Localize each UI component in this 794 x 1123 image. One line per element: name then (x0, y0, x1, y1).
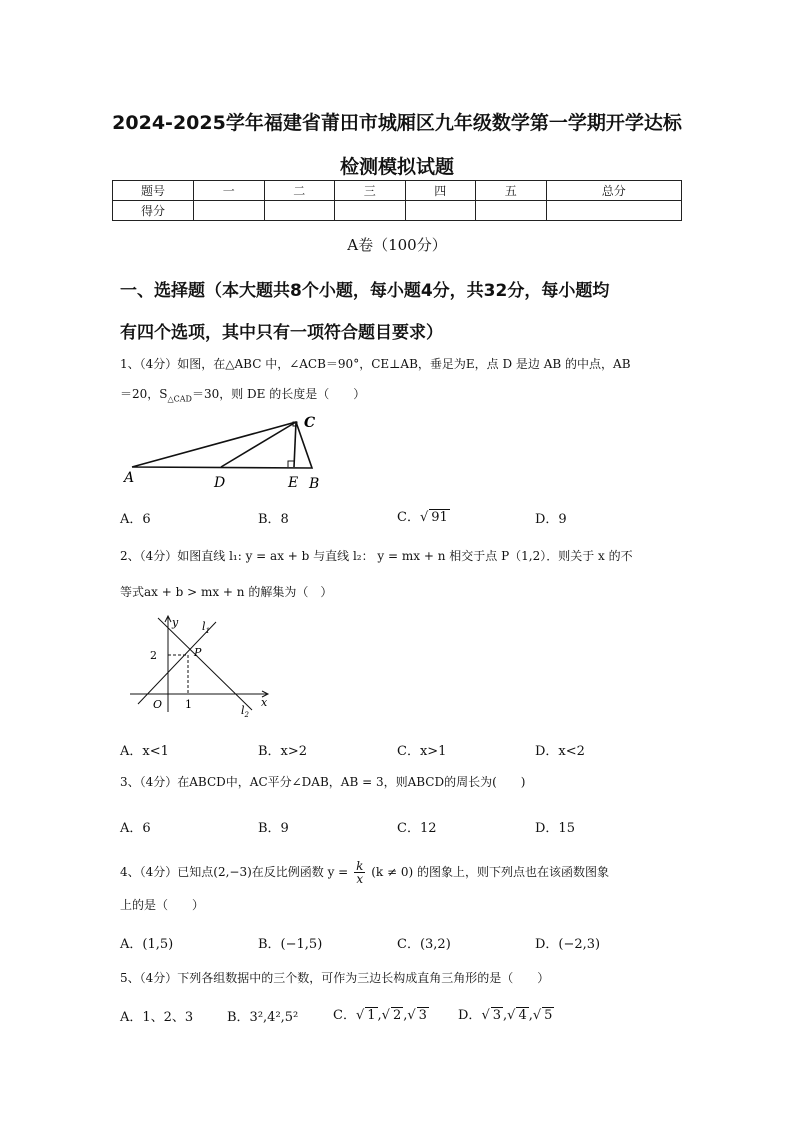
exam-title-line2: 检测模拟试题 (339, 156, 454, 178)
q5-stem: 5、（4分）下列各组数据中的三个数，可作为三边长构成直角三角形的是（ ） (120, 971, 550, 985)
sqrt-sign: √ (419, 510, 429, 525)
q5-option-d-label: D． (458, 1008, 482, 1023)
q1-option-c[interactable] (397, 506, 450, 525)
fraction-numerator: k (356, 859, 364, 873)
q4-text: (k ≠ 0) 的图象上，则下列点也在该函数图象 (371, 865, 609, 879)
score-cell: 总分 (546, 181, 682, 201)
score-table-header-row (113, 181, 682, 201)
q1-option-d[interactable]: D．9 (535, 512, 567, 527)
q4-option-b[interactable]: B．(−1,5) (258, 937, 323, 952)
sqrt-radicand: 91 (431, 510, 448, 525)
sqrt-radicand: 3 (492, 1008, 502, 1023)
score-cell: 五 (476, 181, 547, 201)
q4-stem-line2: 上的是（ ） (120, 898, 205, 912)
q3-option-a[interactable]: A．6 (120, 821, 151, 836)
label-l2: $l_2$ (241, 704, 249, 719)
label-c: C (304, 415, 316, 431)
label-b: B (309, 476, 320, 492)
segment-cd (221, 422, 296, 467)
label-y: y (172, 616, 179, 629)
q4-option-d[interactable]: D．(−2,3) (535, 937, 601, 952)
q3-option-c[interactable]: C．12 (397, 821, 437, 836)
q5-option-c[interactable]: C．√ 1 ,√ 2 ,√ 3 (333, 1008, 427, 1023)
score-cell: 一 (194, 181, 265, 201)
q2-stem-line2: 等式ax + b > mx + n 的解集为（ ） (120, 585, 333, 599)
label-origin: O (153, 698, 163, 711)
q1-triangle-figure (118, 410, 338, 495)
q4-option-c[interactable]: C．(3,2) (397, 937, 451, 952)
fraction-denominator: x (356, 872, 364, 886)
q3-option-d[interactable]: D．15 (535, 821, 575, 836)
q1-stem-line2 (120, 386, 680, 407)
score-cell: 四 (405, 181, 476, 201)
label-two: 2 (150, 649, 157, 662)
label-x: x (261, 696, 268, 709)
q2-option-d[interactable]: D．x<2 (535, 744, 585, 759)
q1-option-b[interactable]: B．8 (258, 512, 289, 527)
score-cell: 题号 (113, 181, 194, 201)
q5-option-d[interactable]: D．√ 3 ,√ 4 ,√ 5 (458, 1008, 553, 1023)
q1-subscript: △CAD (167, 394, 192, 404)
q5-option-c-label: C． (333, 1008, 356, 1023)
q2-graph-figure (120, 612, 280, 722)
q5-option-a[interactable]: A．1、2、3 (120, 1010, 194, 1025)
segment-ce (294, 422, 296, 467)
q2-option-c[interactable]: C．x>1 (397, 744, 447, 759)
score-blank[interactable] (335, 201, 406, 221)
score-table-score-row (113, 201, 682, 221)
q4-option-a[interactable]: A．(1,5) (120, 937, 174, 952)
score-cell: 二 (264, 181, 335, 201)
part-a-heading: A卷（100分） (347, 236, 447, 254)
section1-heading-line2: 有四个选项，其中只有一项符合题目要求） (120, 323, 443, 343)
exam-title-line1: 2024-2025学年福建省莆田市城厢区九年级数学第一学期开学达标 (112, 112, 682, 134)
q1-option-a[interactable]: A．6 (120, 512, 151, 527)
fraction-k-over-x (354, 860, 365, 885)
sqrt-radicand: 2 (392, 1008, 402, 1023)
label-a: A (124, 470, 135, 486)
q4-stem-line1 (120, 860, 680, 885)
q2-option-b[interactable]: B．x>2 (258, 744, 308, 759)
score-cell: 得分 (113, 201, 194, 221)
q1-stem-line1: 1、（4分）如图，在△ABC 中，∠ACB＝90°，CE⊥AB，垂足为E，点 D 是边 AB 的中点，AB (120, 357, 631, 371)
score-blank[interactable] (405, 201, 476, 221)
q2-option-a[interactable]: A．x<1 (120, 744, 169, 759)
score-blank[interactable] (476, 201, 547, 221)
label-e: E (288, 475, 299, 491)
label-one: 1 (185, 698, 192, 711)
section1-heading-line1: 一、选择题（本大题共8个小题，每小题4分，共32分，每小题均 (120, 281, 610, 301)
q1-option-c-label: C． (397, 510, 420, 525)
score-blank[interactable] (546, 201, 682, 221)
score-cell: 三 (335, 181, 406, 201)
label-d: D (214, 475, 226, 491)
score-blank[interactable] (264, 201, 335, 221)
label-p: P (194, 646, 202, 659)
sqrt-radicand: 4 (518, 1008, 527, 1023)
q4-text: 4、（4分）已知点(2,−3)在反比例函数 y = (120, 865, 349, 879)
sqrt-radicand: 5 (544, 1008, 553, 1023)
q3-stem: 3、（4分）在ABCD中，AC平分∠DAB，AB = 3，则ABCD的周长为( ) (120, 775, 526, 789)
q5-option-b[interactable]: B．3²,4²,5² (227, 1010, 299, 1025)
sqrt-radicand: 1 (367, 1008, 376, 1023)
score-blank[interactable] (194, 201, 265, 221)
sqrt-radicand: 3 (418, 1008, 427, 1023)
score-table (112, 180, 682, 221)
q1-text: ＝20，S (120, 387, 168, 401)
q1-text: ＝30，则 DE 的长度是（ ） (191, 387, 366, 401)
right-angle-mark-e (288, 461, 294, 467)
q3-option-b[interactable]: B．9 (258, 821, 289, 836)
label-l1: $l_1$ (202, 620, 210, 635)
q2-stem-line1: 2、（4分）如图直线 l₁: y = ax + b 与直线 l₂： y = mx + n 相交于点 P（1,2）．则关于 x 的不 (120, 549, 633, 563)
